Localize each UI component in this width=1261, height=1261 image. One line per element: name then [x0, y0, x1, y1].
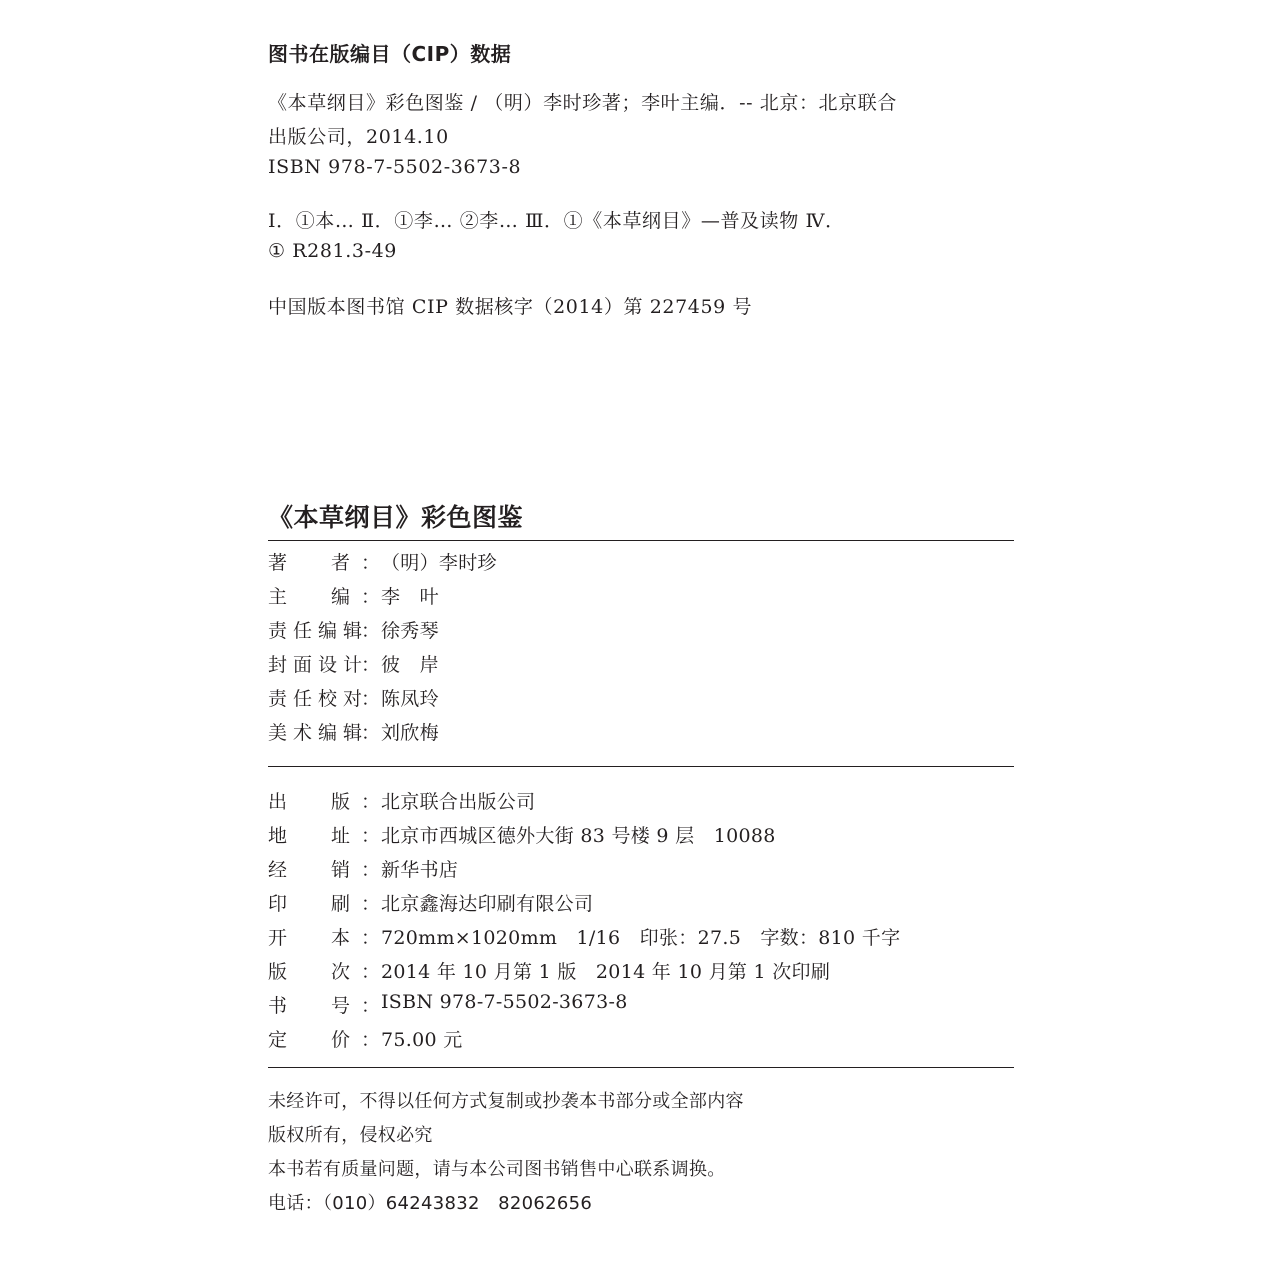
pub-value: 北京鑫海达印刷有限公司	[381, 893, 594, 915]
pub-value: 720mm×1020mm 1/16 印张：27.5 字数：810 千字	[381, 927, 901, 949]
cip-heading: 图书在版编目（CIP）数据	[268, 42, 512, 66]
label-text	[268, 548, 350, 575]
divider-top	[268, 540, 1014, 541]
credit-value: 刘欣梅	[381, 722, 439, 744]
label-text	[268, 718, 362, 745]
pub-value: 新华书店	[381, 859, 459, 881]
credit-value: 陈凤玲	[381, 688, 439, 710]
label-text	[268, 787, 350, 814]
label-char: 销	[330, 859, 350, 881]
cip-classification-line: Ⅰ．①本… Ⅱ．①李… ②李… Ⅲ．①《本草纲目》—普及读物 Ⅳ．	[268, 210, 845, 232]
label-char: 编	[317, 620, 337, 642]
label-text	[268, 923, 350, 950]
credit-label: 封 面 设 计 ：	[268, 650, 380, 677]
label-char: 辑	[342, 620, 362, 642]
label-text	[268, 889, 350, 916]
cip-line-2: 出版公司，2014.10	[268, 126, 449, 148]
label-char: 辑	[342, 722, 362, 744]
label-char: 美	[268, 722, 288, 744]
label-char: 版	[268, 961, 288, 983]
label-char: 书	[268, 995, 288, 1017]
pub-value: 75.00 元	[381, 1029, 463, 1051]
label-text	[268, 650, 362, 677]
label-char: 校	[317, 688, 337, 710]
credit-label: 责 任 校 对 ：	[268, 684, 380, 711]
label-char: 出	[268, 791, 288, 813]
rights-reserved-notice: 版权所有，侵权必究	[268, 1125, 433, 1146]
label-char: 任	[292, 620, 312, 642]
pub-value: 北京联合出版公司	[381, 791, 536, 813]
pub-label: 印 刷 ：	[268, 889, 380, 916]
pub-label: 版 次 ：	[268, 957, 380, 984]
divider-bottom	[268, 1067, 1014, 1068]
pub-value: 2014 年 10 月第 1 版 2014 年 10 月第 1 次印刷	[381, 961, 831, 983]
cip-verification-line: 中国版本图书馆 CIP 数据核字（2014）第 227459 号	[268, 296, 753, 318]
book-title: 《本草纲目》彩色图鉴	[268, 503, 524, 532]
pub-label: 开 本 ：	[268, 923, 380, 950]
label-char: 定	[268, 1029, 288, 1051]
credit-label: 主 编 ：	[268, 582, 380, 609]
label-text	[268, 855, 350, 882]
label-char: 版	[330, 791, 350, 813]
label-char: 术	[292, 722, 312, 744]
label-text	[268, 957, 350, 984]
credit-value: 李 叶	[381, 586, 439, 608]
pub-label: 出 版 ：	[268, 787, 380, 814]
label-char: 计	[342, 654, 362, 676]
cip-classification-code: ① R281.3-49	[268, 240, 397, 262]
label-text	[268, 1025, 350, 1052]
label-text	[268, 991, 350, 1018]
cip-line-1: 《本草纲目》彩色图鉴 / （明）李时珍著；李叶主编．-- 北京：北京联合	[268, 92, 897, 114]
label-char: 编	[330, 586, 350, 608]
cip-isbn-line: ISBN 978-7-5502-3673-8	[268, 156, 522, 178]
label-char: 者	[330, 552, 350, 574]
label-char: 任	[292, 688, 312, 710]
pub-label: 定 价 ：	[268, 1025, 380, 1052]
label-char: 设	[317, 654, 337, 676]
pub-value: 北京市西城区德外大街 83 号楼 9 层 10088	[381, 825, 776, 847]
label-char: 号	[330, 995, 350, 1017]
credit-value: 徐秀琴	[381, 620, 439, 642]
label-char: 次	[330, 961, 350, 983]
quality-exchange-notice: 本书若有质量问题，请与本公司图书销售中心联系调换。	[268, 1159, 726, 1180]
label-char: 开	[268, 927, 288, 949]
pub-label: 书 号 ：	[268, 991, 380, 1018]
label-char: 责	[268, 688, 288, 710]
credit-label: 责 任 编 辑 ：	[268, 616, 380, 643]
credit-label: 美 术 编 辑 ：	[268, 718, 380, 745]
pub-label: 经 销 ：	[268, 855, 380, 882]
label-text	[268, 582, 350, 609]
label-char: 责	[268, 620, 288, 642]
label-char: 编	[317, 722, 337, 744]
copyright-notice: 未经许可，不得以任何方式复制或抄袭本书部分或全部内容	[268, 1091, 744, 1112]
label-char: 著	[268, 552, 288, 574]
pub-value: ISBN 978-7-5502-3673-8	[381, 991, 628, 1013]
label-char: 面	[292, 654, 312, 676]
credit-label: 著 者 ：	[268, 548, 380, 575]
label-char: 经	[268, 859, 288, 881]
label-char: 本	[330, 927, 350, 949]
label-char: 主	[268, 586, 288, 608]
label-char: 对	[342, 688, 362, 710]
label-char: 印	[268, 893, 288, 915]
contact-phone: 电话：（010）64243832 82062656	[268, 1193, 593, 1214]
label-char: 封	[268, 654, 288, 676]
label-text	[268, 616, 362, 643]
credit-value: 彼 岸	[381, 654, 439, 676]
label-char: 址	[330, 825, 350, 847]
label-char: 价	[330, 1029, 350, 1051]
pub-label: 地 址 ：	[268, 821, 380, 848]
divider-middle	[268, 766, 1014, 767]
label-text	[268, 684, 362, 711]
label-char: 地	[268, 825, 288, 847]
label-char: 刷	[330, 893, 350, 915]
credit-value: （明）李时珍	[381, 552, 497, 574]
label-text	[268, 821, 350, 848]
